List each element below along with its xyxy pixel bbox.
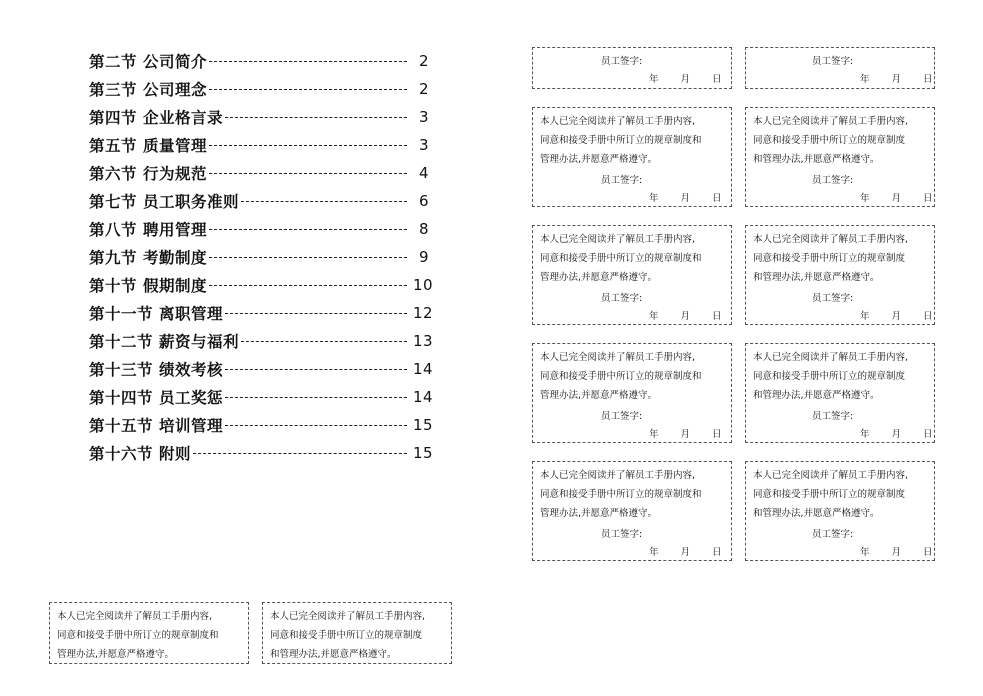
date-day-label: 日 <box>712 547 722 558</box>
toc-section-title: 聘用管理 <box>143 221 208 239</box>
signature-date <box>860 426 933 440</box>
agreement-card-partial <box>49 602 249 664</box>
agreement-line-3: 和管理办法,并愿意严格遵守。 <box>753 390 880 401</box>
toc-entry[interactable] <box>89 411 434 439</box>
agreement-line-3: 管理办法,并愿意严格遵守。 <box>540 508 658 519</box>
date-year-label: 年 <box>649 547 659 558</box>
date-month-label: 月 <box>891 74 902 85</box>
agreement-line-3: 和管理办法,并愿意严格遵守。 <box>753 508 880 519</box>
toc-page-number: 8 <box>418 220 429 238</box>
agreement-line-3: 和管理办法,并愿意严格遵守。 <box>753 154 880 165</box>
date-year-label: 年 <box>860 311 870 322</box>
toc-page-number: 14 <box>413 360 434 378</box>
agreement-card <box>745 225 935 325</box>
toc-leader <box>209 257 407 258</box>
toc-entry[interactable] <box>89 159 429 187</box>
toc-section-number: 第四节 <box>89 109 138 127</box>
agreement-line-1: 本人已完全阅读并了解员工手册内容, <box>540 470 696 481</box>
date-day-label: 日 <box>923 547 933 558</box>
date-day-label: 日 <box>923 429 933 440</box>
toc-section-title: 企业格言录 <box>143 109 224 127</box>
toc-entry[interactable] <box>89 47 429 75</box>
toc-section-title: 考勤制度 <box>143 249 208 267</box>
date-month-label: 月 <box>891 193 902 204</box>
agreement-line-2: 同意和接受手册中所订立的规章制度和 <box>540 489 702 500</box>
toc-section-title: 公司理念 <box>143 81 208 99</box>
signature-date <box>860 544 933 558</box>
employee-signature-label: 员工签字: <box>601 56 643 67</box>
toc-section-number: 第五节 <box>89 137 138 155</box>
signature-date <box>649 426 722 440</box>
date-day-label: 日 <box>712 429 722 440</box>
toc-leader <box>209 285 407 286</box>
toc-page-number: 15 <box>413 416 434 434</box>
agreement-line-2: 同意和接受手册中所订立的规章制度和 <box>57 630 219 641</box>
toc-section-title: 行为规范 <box>143 165 208 183</box>
date-month-label: 月 <box>680 193 691 204</box>
agreement-card <box>532 461 732 561</box>
date-month-label: 月 <box>680 311 691 322</box>
toc-leader <box>225 313 407 314</box>
agreement-line-1: 本人已完全阅读并了解员工手册内容, <box>753 234 909 245</box>
toc-section-number: 第十二节 <box>89 333 154 351</box>
toc-section-number: 第七节 <box>89 193 138 211</box>
toc-section-number: 第十一节 <box>89 305 154 323</box>
date-day-label: 日 <box>712 74 722 85</box>
toc-section-title: 假期制度 <box>143 277 208 295</box>
date-year-label: 年 <box>649 74 659 85</box>
toc-entry[interactable] <box>89 355 434 383</box>
agreement-card <box>532 343 732 443</box>
toc-leader <box>225 425 407 426</box>
toc-leader <box>225 369 407 370</box>
agreement-card <box>532 107 732 207</box>
toc-leader <box>209 61 407 62</box>
toc-entry[interactable] <box>89 439 434 467</box>
toc-section-number: 第十六节 <box>89 445 154 463</box>
agreement-line-3: 管理办法,并愿意严格遵守。 <box>57 649 175 660</box>
toc-section-title: 培训管理 <box>159 417 224 435</box>
toc-entry[interactable] <box>89 75 429 103</box>
employee-signature-label: 员工签字: <box>812 56 854 67</box>
signature-date <box>860 308 933 322</box>
agreement-card <box>745 107 935 207</box>
agreement-line-2: 同意和接受手册中所订立的规章制度 <box>753 489 906 500</box>
toc-page-number: 4 <box>418 164 429 182</box>
toc-page-number: 3 <box>418 108 429 126</box>
toc-section-title: 离职管理 <box>159 305 224 323</box>
agreement-card <box>745 461 935 561</box>
agreement-line-2: 同意和接受手册中所订立的规章制度和 <box>540 253 702 264</box>
agreement-line-2: 同意和接受手册中所订立的规章制度 <box>753 253 906 264</box>
agreement-line-1: 本人已完全阅读并了解员工手册内容, <box>270 611 426 622</box>
agreement-line-2: 同意和接受手册中所订立的规章制度 <box>270 630 423 641</box>
toc-leader <box>241 201 407 202</box>
agreement-line-3: 管理办法,并愿意严格遵守。 <box>540 390 658 401</box>
toc-entry[interactable] <box>89 103 429 131</box>
toc-section-number: 第十五节 <box>89 417 154 435</box>
toc-section-title: 公司简介 <box>143 53 208 71</box>
signature-date <box>860 71 933 85</box>
date-month-label: 月 <box>891 547 902 558</box>
date-month-label: 月 <box>680 429 691 440</box>
date-day-label: 日 <box>923 311 933 322</box>
toc-page-number: 14 <box>413 388 434 406</box>
date-year-label: 年 <box>860 547 870 558</box>
toc-entry[interactable] <box>89 383 434 411</box>
table-of-contents <box>89 47 434 467</box>
toc-entry[interactable] <box>89 243 429 271</box>
toc-page-number: 13 <box>413 332 434 350</box>
agreement-card <box>745 343 935 443</box>
agreement-line-3: 和管理办法,并愿意严格遵守。 <box>270 649 397 660</box>
agreement-line-3: 管理办法,并愿意严格遵守。 <box>540 272 658 283</box>
employee-signature-label: 员工签字: <box>812 293 854 304</box>
date-year-label: 年 <box>649 311 659 322</box>
agreement-line-1: 本人已完全阅读并了解员工手册内容, <box>540 116 696 127</box>
agreement-line-2: 同意和接受手册中所订立的规章制度和 <box>540 371 702 382</box>
agreement-line-1: 本人已完全阅读并了解员工手册内容, <box>753 116 909 127</box>
date-day-label: 日 <box>923 193 933 204</box>
employee-signature-label: 员工签字: <box>601 411 643 422</box>
toc-section-title: 绩效考核 <box>159 361 224 379</box>
toc-section-title: 员工奖惩 <box>159 389 224 407</box>
agreement-line-1: 本人已完全阅读并了解员工手册内容, <box>57 611 213 622</box>
agreement-line-2: 同意和接受手册中所订立的规章制度 <box>753 371 906 382</box>
signature-date <box>649 544 722 558</box>
employee-signature-label: 员工签字: <box>812 529 854 540</box>
toc-section-number: 第十四节 <box>89 389 154 407</box>
agreement-line-1: 本人已完全阅读并了解员工手册内容, <box>540 352 696 363</box>
signature-date <box>649 71 722 85</box>
toc-section-title: 员工职务准则 <box>143 193 240 211</box>
agreement-line-2: 同意和接受手册中所订立的规章制度 <box>753 135 906 146</box>
date-month-label: 月 <box>680 547 691 558</box>
date-day-label: 日 <box>712 311 722 322</box>
toc-page-number: 6 <box>418 192 429 210</box>
agreement-line-1: 本人已完全阅读并了解员工手册内容, <box>540 234 696 245</box>
toc-section-title: 薪资与福利 <box>159 333 240 351</box>
toc-entry[interactable] <box>89 215 429 243</box>
toc-section-number: 第二节 <box>89 53 138 71</box>
toc-section-number: 第十三节 <box>89 361 154 379</box>
agreement-line-1: 本人已完全阅读并了解员工手册内容, <box>753 352 909 363</box>
signature-card <box>532 47 732 89</box>
toc-page-number: 3 <box>418 136 429 154</box>
toc-leader <box>241 341 407 342</box>
date-year-label: 年 <box>860 74 870 85</box>
agreement-card-partial <box>262 602 452 664</box>
toc-leader <box>209 173 407 174</box>
toc-page-number: 2 <box>418 80 429 98</box>
date-year-label: 年 <box>649 193 659 204</box>
date-year-label: 年 <box>860 193 870 204</box>
date-day-label: 日 <box>923 74 933 85</box>
agreement-line-1: 本人已完全阅读并了解员工手册内容, <box>753 470 909 481</box>
toc-section-title: 附则 <box>159 445 192 463</box>
toc-leader <box>225 397 407 398</box>
toc-section-number: 第六节 <box>89 165 138 183</box>
date-month-label: 月 <box>891 311 902 322</box>
employee-signature-label: 员工签字: <box>601 293 643 304</box>
employee-signature-label: 员工签字: <box>812 175 854 186</box>
toc-page-number: 9 <box>418 248 429 266</box>
employee-signature-label: 员工签字: <box>812 411 854 422</box>
toc-section-number: 第八节 <box>89 221 138 239</box>
signature-date <box>649 308 722 322</box>
toc-entry[interactable] <box>89 299 434 327</box>
agreement-card <box>532 225 732 325</box>
toc-section-number: 第三节 <box>89 81 138 99</box>
toc-section-number: 第九节 <box>89 249 138 267</box>
date-year-label: 年 <box>649 429 659 440</box>
toc-leader <box>225 117 407 118</box>
agreement-line-3: 管理办法,并愿意严格遵守。 <box>540 154 658 165</box>
date-day-label: 日 <box>712 193 722 204</box>
employee-signature-label: 员工签字: <box>601 175 643 186</box>
toc-entry[interactable] <box>89 327 434 355</box>
date-month-label: 月 <box>891 429 902 440</box>
toc-page-number: 15 <box>413 444 434 462</box>
date-month-label: 月 <box>680 74 691 85</box>
toc-leader <box>209 229 407 230</box>
toc-entry[interactable] <box>89 131 429 159</box>
toc-section-title: 质量管理 <box>143 137 208 155</box>
toc-page-number: 10 <box>413 276 434 294</box>
signature-date <box>860 190 933 204</box>
signature-date <box>649 190 722 204</box>
toc-entry[interactable] <box>89 187 429 215</box>
date-year-label: 年 <box>860 429 870 440</box>
agreement-line-2: 同意和接受手册中所订立的规章制度和 <box>540 135 702 146</box>
toc-section-number: 第十节 <box>89 277 138 295</box>
employee-signature-label: 员工签字: <box>601 529 643 540</box>
agreement-line-3: 和管理办法,并愿意严格遵守。 <box>753 272 880 283</box>
toc-leader <box>209 89 407 90</box>
toc-leader <box>209 145 407 146</box>
toc-leader <box>193 453 407 454</box>
signature-card <box>745 47 935 89</box>
toc-page-number: 2 <box>418 52 429 70</box>
toc-page-number: 12 <box>413 304 434 322</box>
toc-entry[interactable] <box>89 271 434 299</box>
